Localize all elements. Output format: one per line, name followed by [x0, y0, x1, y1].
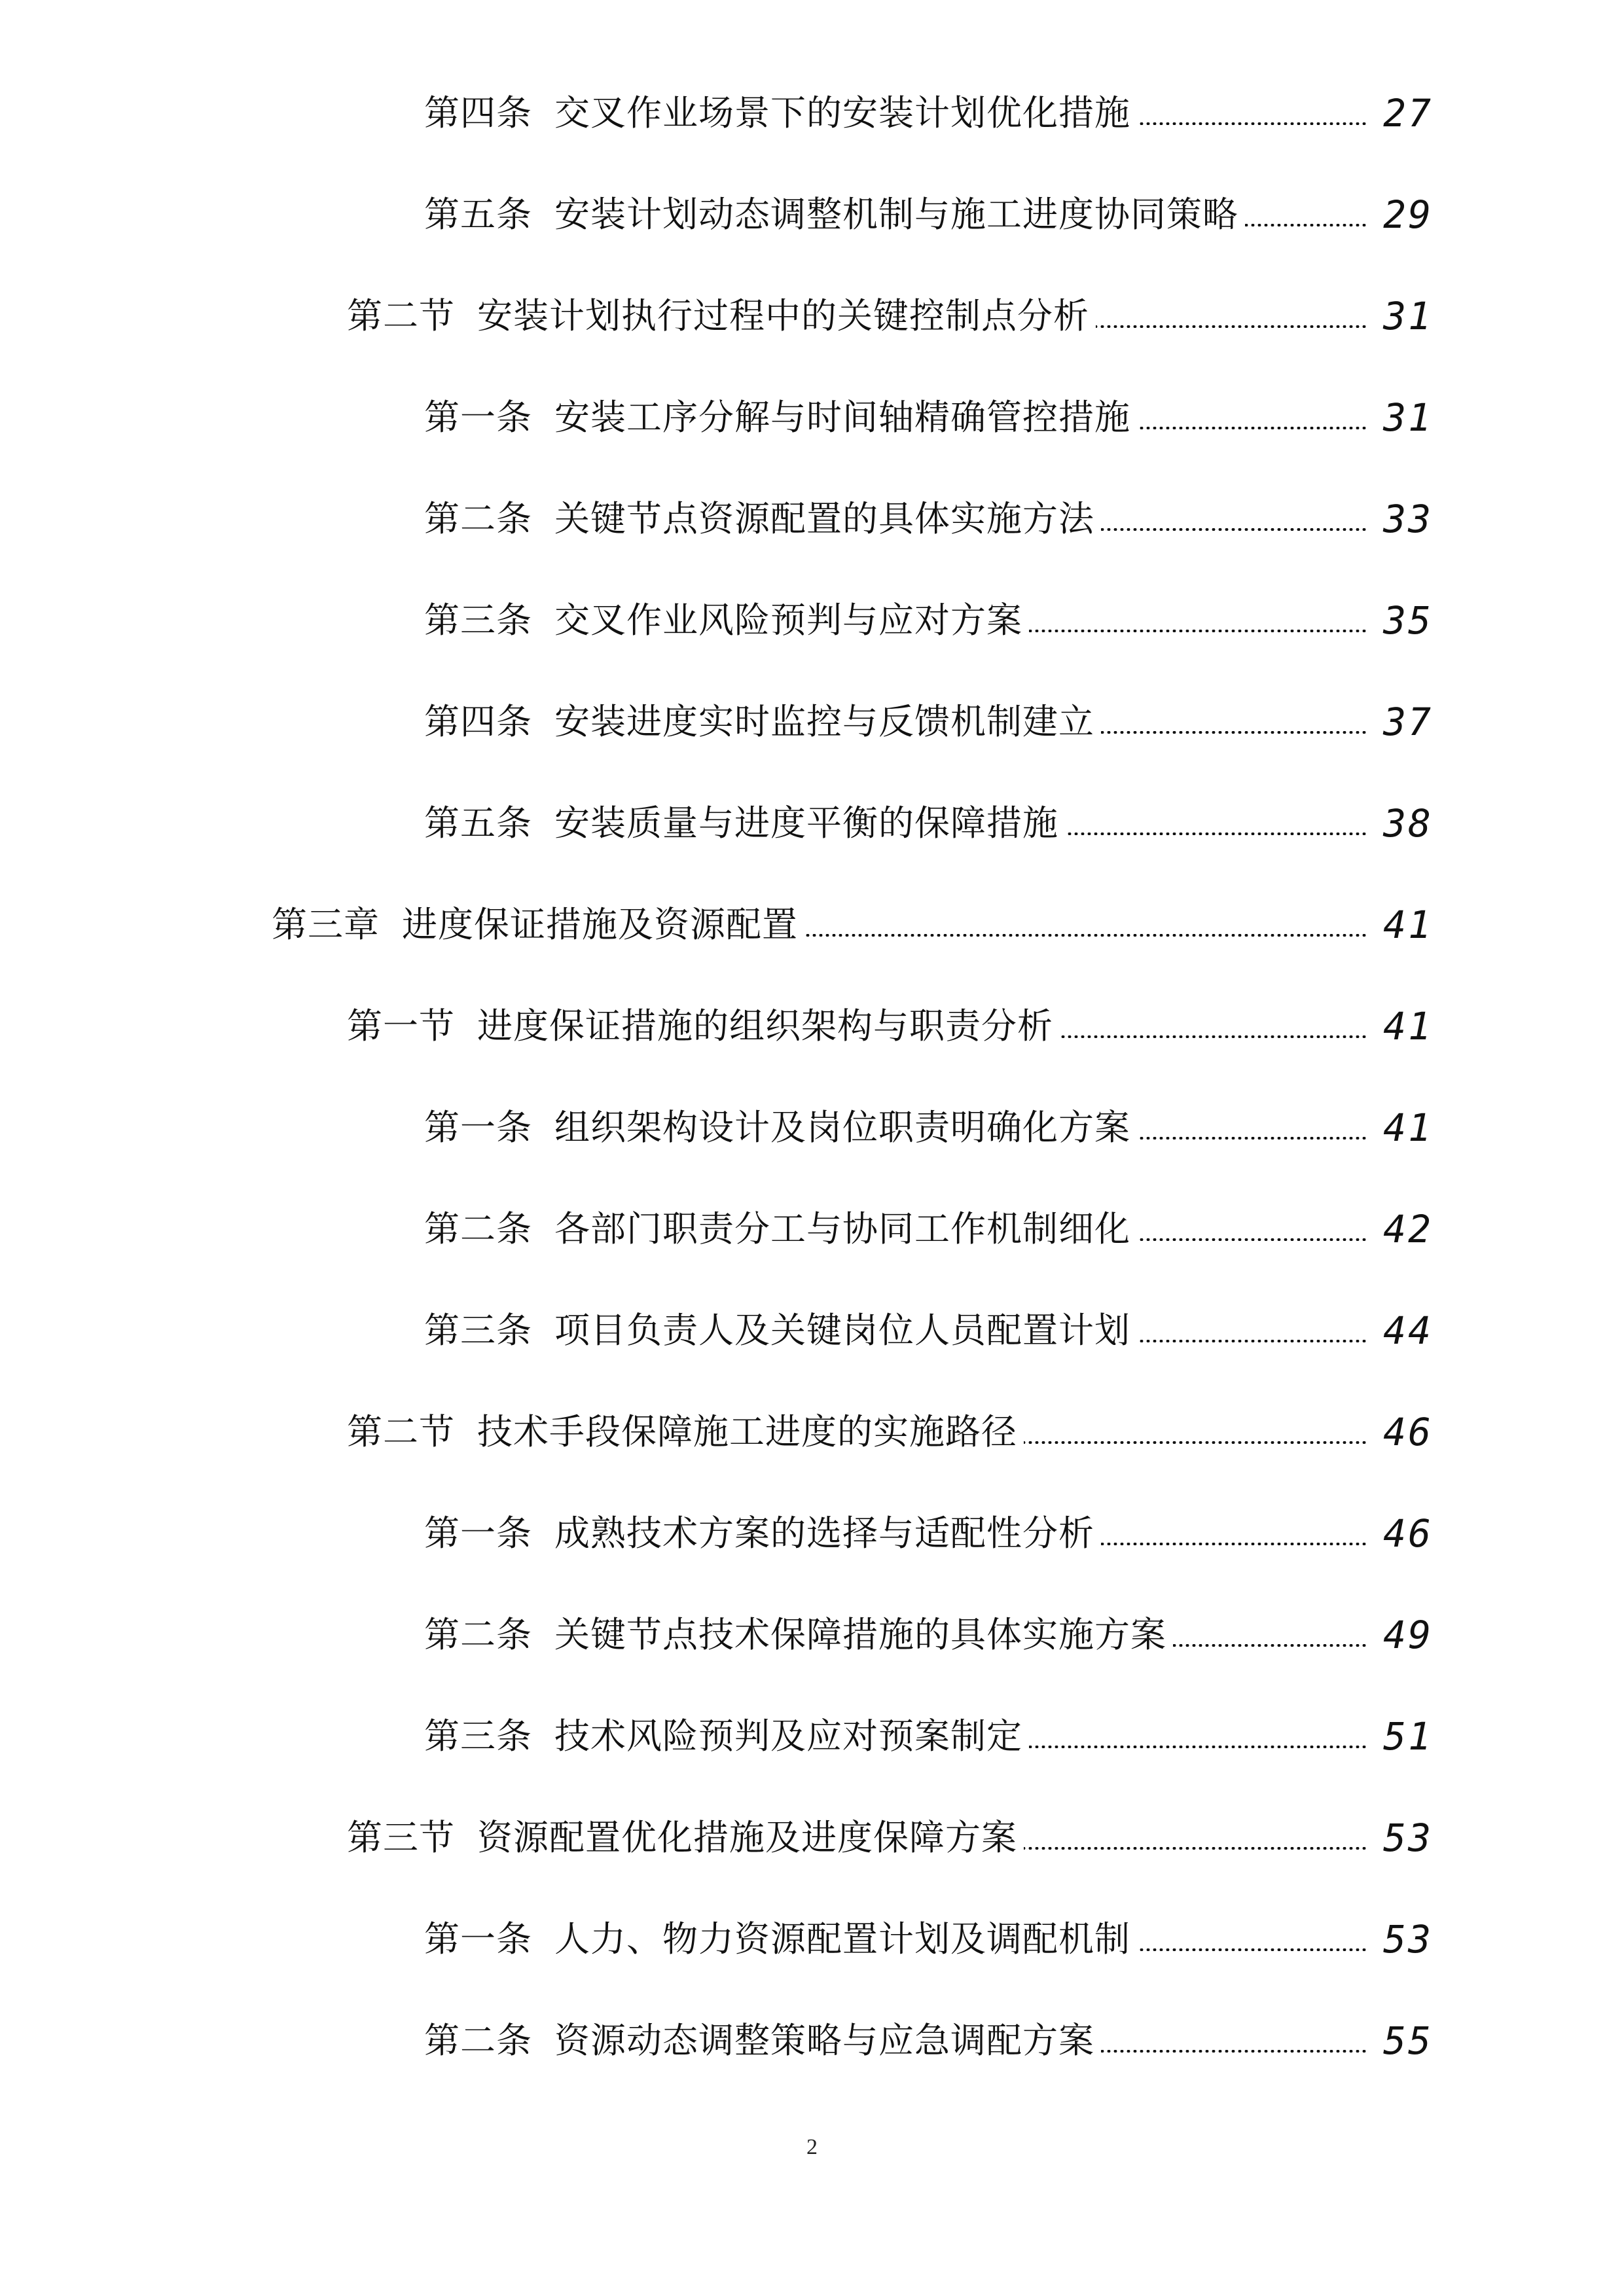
toc-entry-title: 安装计划动态调整机制与施工进度协同策略: [554, 194, 1238, 235]
dot-leader: [804, 934, 1367, 937]
toc-entry-label: [424, 1208, 1130, 1249]
toc-entry-title: 安装工序分解与时间轴精确管控措施: [554, 397, 1130, 438]
toc-entry-title: 成熟技术方案的选择与适配性分析: [554, 1513, 1094, 1554]
toc-entry[interactable]: [347, 1805, 1433, 1871]
toc-entry-page: 27: [1383, 91, 1433, 135]
dot-leader: [1137, 427, 1367, 429]
toc-entry-label: [347, 295, 1089, 336]
dot-leader: [1173, 1644, 1367, 1647]
toc-entry-label: [424, 1513, 1094, 1554]
toc-entry-label: [424, 498, 1094, 539]
toc-entry[interactable]: [424, 385, 1433, 450]
toc-entry-page: 53: [1383, 1917, 1433, 1962]
toc-entry-page: 53: [1383, 1816, 1433, 1860]
dot-leader: [1024, 1847, 1367, 1850]
dot-leader: [1029, 630, 1367, 632]
toc-entry-number: 第二条: [424, 498, 532, 539]
toc-entry-title: 关键节点资源配置的具体实施方法: [554, 498, 1094, 539]
toc-entry-number: 第一条: [424, 397, 532, 438]
dot-leader: [1101, 731, 1367, 734]
toc-entry-label: [347, 1411, 1017, 1452]
toc-entry-page: 31: [1383, 294, 1433, 338]
toc-entry[interactable]: [424, 1501, 1433, 1566]
toc-entry-label: [424, 1107, 1130, 1148]
toc-entry-title: 人力、物力资源配置计划及调配机制: [554, 1918, 1130, 1960]
toc-entry-number: 第四条: [424, 92, 532, 134]
toc-entry-page: 41: [1383, 1105, 1433, 1150]
toc-entry-number: 第一条: [424, 1107, 532, 1148]
dot-leader: [1101, 2050, 1367, 2053]
toc-entry-page: 41: [1383, 903, 1433, 947]
toc-entry-page: 55: [1383, 2018, 1433, 2063]
toc-entry-label: [424, 600, 1022, 641]
toc-entry-title: 各部门职责分工与协同工作机制细化: [554, 1208, 1130, 1249]
toc-entry-title: 安装进度实时监控与反馈机制建立: [554, 701, 1094, 742]
toc-entry-label: [424, 701, 1094, 742]
toc-entry[interactable]: [424, 1602, 1433, 1668]
page-number: 2: [806, 2135, 818, 2159]
toc-entry-label: [424, 802, 1058, 844]
toc-entry-label: [424, 2020, 1094, 2061]
toc-entry-number: 第一条: [424, 1513, 532, 1554]
toc-entry[interactable]: [424, 1196, 1433, 1262]
toc-entry[interactable]: [424, 791, 1433, 856]
toc-entry-label: [424, 1310, 1130, 1351]
dot-leader: [1024, 1441, 1367, 1444]
toc-entry-title: 组织架构设计及岗位职责明确化方案: [554, 1107, 1130, 1148]
toc-entry-number: 第四条: [424, 701, 532, 742]
toc-entry-page: 33: [1383, 497, 1433, 541]
dot-leader: [1245, 224, 1367, 226]
toc-entry-page: 37: [1383, 700, 1433, 744]
toc-entry-number: 第三节: [347, 1817, 455, 1858]
toc-entry-page: 46: [1383, 1511, 1433, 1556]
dot-leader: [1060, 1035, 1367, 1038]
toc-entry-page: 41: [1383, 1004, 1433, 1049]
toc-entry-label: [347, 1817, 1017, 1858]
toc-entry[interactable]: [424, 81, 1433, 146]
dot-leader: [1101, 1543, 1367, 1545]
toc-entry-page: 46: [1383, 1410, 1433, 1454]
dot-leader: [1137, 1948, 1367, 1951]
toc-entry[interactable]: [424, 1704, 1433, 1769]
toc-entry-number: 第二节: [347, 1411, 455, 1452]
toc-entry-number: 第五条: [424, 802, 532, 844]
toc-entry[interactable]: [347, 1399, 1433, 1465]
toc-entry-label: [424, 92, 1130, 134]
dot-leader: [1137, 1137, 1367, 1139]
toc-entry[interactable]: [424, 182, 1433, 247]
toc-entry-page: 49: [1383, 1613, 1433, 1657]
toc-entry[interactable]: [347, 283, 1433, 349]
toc-entry-number: 第三条: [424, 1310, 532, 1351]
toc-entry-title: 交叉作业风险预判与应对方案: [554, 600, 1022, 641]
toc-entry-page: 29: [1383, 192, 1433, 237]
dot-leader: [1029, 1746, 1367, 1748]
dot-leader: [1101, 528, 1367, 531]
toc-entry-title: 安装计划执行过程中的关键控制点分析: [477, 295, 1089, 336]
toc-entry-title: 技术风险预判及应对预案制定: [554, 1715, 1022, 1757]
dot-leader: [1096, 325, 1367, 328]
toc-entry-title: 技术手段保障施工进度的实施路径: [477, 1411, 1017, 1452]
toc-entry-label: [272, 904, 798, 945]
toc-entry[interactable]: [424, 588, 1433, 653]
toc-entry-title: 资源配置优化措施及进度保障方案: [477, 1817, 1017, 1858]
dot-leader: [1137, 122, 1367, 125]
toc-entry-title: 关键节点技术保障措施的具体实施方案: [554, 1614, 1166, 1655]
dot-leader: [1137, 1340, 1367, 1342]
toc-entry-title: 交叉作业场景下的安装计划优化措施: [554, 92, 1130, 134]
toc-entry-number: 第一条: [424, 1918, 532, 1960]
toc-entry-title: 安装质量与进度平衡的保障措施: [554, 802, 1058, 844]
toc-entry-title: 项目负责人及关键岗位人员配置计划: [554, 1310, 1130, 1351]
toc-entry-number: 第三条: [424, 1715, 532, 1757]
toc-entry-label: [424, 397, 1130, 438]
toc-entry-page: 38: [1383, 801, 1433, 846]
toc-entry-label: [424, 1614, 1166, 1655]
toc-entry-number: 第三章: [272, 904, 380, 945]
toc-entry-number: 第五条: [424, 194, 532, 235]
dot-leader: [1065, 833, 1367, 835]
toc-entry-label: [424, 194, 1238, 235]
toc-entry-page: 42: [1383, 1207, 1433, 1251]
toc-entry-number: 第二条: [424, 1614, 532, 1655]
toc-entry-label: [424, 1918, 1130, 1960]
toc-entry-page: 51: [1383, 1714, 1433, 1759]
toc-entry[interactable]: [424, 1095, 1433, 1160]
toc-entry-title: 进度保证措施的组织架构与职责分析: [477, 1005, 1053, 1047]
toc-entry[interactable]: [424, 1298, 1433, 1363]
toc-entry[interactable]: [424, 1907, 1433, 1972]
toc-entry-number: 第二条: [424, 1208, 532, 1249]
toc-entry-page: 35: [1383, 598, 1433, 643]
toc-entry[interactable]: [347, 994, 1433, 1059]
toc-entry[interactable]: [424, 486, 1433, 552]
toc-entry-number: 第三条: [424, 600, 532, 641]
toc-entry-label: [347, 1005, 1053, 1047]
toc-entry-title: 资源动态调整策略与应急调配方案: [554, 2020, 1094, 2061]
toc-entry-label: [424, 1715, 1022, 1757]
dot-leader: [1137, 1238, 1367, 1241]
toc-entry-page: 44: [1383, 1308, 1433, 1353]
toc-entry-number: 第二节: [347, 295, 455, 336]
toc-entry-number: 第二条: [424, 2020, 532, 2061]
toc-entry-page: 31: [1383, 395, 1433, 440]
toc-entry[interactable]: [272, 892, 1433, 958]
toc-entry-number: 第一节: [347, 1005, 455, 1047]
toc-entry[interactable]: [424, 2008, 1433, 2073]
toc-entry-title: 进度保证措施及资源配置: [402, 904, 798, 945]
toc-entry[interactable]: [424, 689, 1433, 755]
